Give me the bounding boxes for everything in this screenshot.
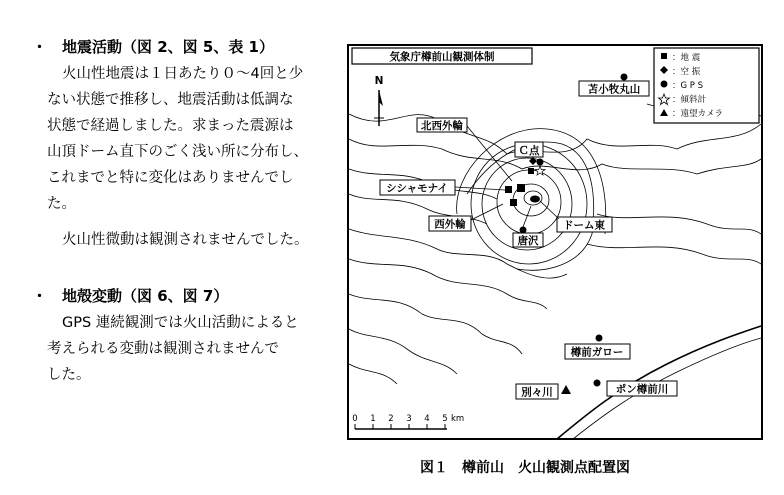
seismometer-marker <box>596 335 603 342</box>
scale-tick: 5 <box>442 414 448 424</box>
figure-caption: 図１ 樽前山 火山観測点配置図 <box>420 460 630 476</box>
station-label: ドーム東 <box>563 219 605 232</box>
heading-text: 地震活動（図 2、図 5、表 1） <box>62 38 274 56</box>
text-column <box>0 0 340 495</box>
scale-tick: 1 <box>370 414 376 424</box>
para-line: 火山性微動は観測されませんでした。 <box>62 232 309 248</box>
section-heading-crustal <box>32 285 228 306</box>
station-label: 苫小牧丸山 <box>587 83 641 96</box>
scale-tick: 3 <box>406 414 412 424</box>
para-line: ない状態で推移し、地震活動は低調な <box>47 92 294 108</box>
seismometer-marker <box>517 184 525 192</box>
para-line: これまでと特に変化はありませんでし <box>47 170 294 186</box>
para-line: た。 <box>47 196 76 212</box>
scale-tick: 4 <box>424 414 430 424</box>
seismometer-marker <box>594 380 601 387</box>
para-line: 状態で経過しました。求まった震源は <box>47 118 294 134</box>
bullet: ・ <box>32 38 48 56</box>
scale-unit: km <box>451 414 465 424</box>
section-heading-seismic <box>32 36 274 57</box>
station-label: 唐沢 <box>517 235 539 247</box>
para-line: 山頂ドーム直下のごく浅い所に分布し、 <box>47 144 308 160</box>
station-label: 西外輪 <box>434 218 466 231</box>
para-line: した。 <box>47 367 91 383</box>
gps-marker <box>537 159 544 166</box>
bullet: ・ <box>32 287 48 305</box>
seismometer-marker <box>528 168 534 174</box>
seismometer-marker <box>505 186 512 193</box>
legend-label: ：空 振 <box>672 67 701 77</box>
north-label: N <box>374 75 384 87</box>
scale-tick: 0 <box>352 414 358 424</box>
legend-seismometer-icon <box>661 53 667 59</box>
station-label: 北西外輪 <box>421 120 463 132</box>
para-line: 火山性地震は１日あたり０～4回と少 <box>62 66 304 82</box>
para-line: 考えられる変動は観測されませんで <box>47 341 279 357</box>
observation-map <box>347 44 763 440</box>
map-title: 気象庁樽前山観測体制 <box>389 51 495 63</box>
heading-text: 地殻変動（図 6、図 7） <box>62 287 229 305</box>
legend-label: ：地 震 <box>672 53 701 63</box>
station-label: ポン樽前川 <box>615 383 669 396</box>
station-label: シシャモナイ <box>386 182 448 195</box>
station-label: Ｃ点 <box>518 145 540 157</box>
gps-marker <box>520 227 527 234</box>
station-label: 樽前ガロー <box>570 346 624 359</box>
station-label: 別々川 <box>521 386 553 399</box>
legend-gps-icon <box>661 81 668 88</box>
seismometer-marker <box>510 199 517 206</box>
legend-label: ：傾斜計 <box>672 95 707 105</box>
legend-label: ：G P S <box>672 81 704 91</box>
scale-tick: 2 <box>388 414 394 424</box>
legend-label: ：遠望カメラ <box>672 109 724 119</box>
station-marker <box>621 74 628 81</box>
dome-marker <box>530 196 540 203</box>
para-line: GPS 連続観測では火山活動によると <box>62 315 299 331</box>
